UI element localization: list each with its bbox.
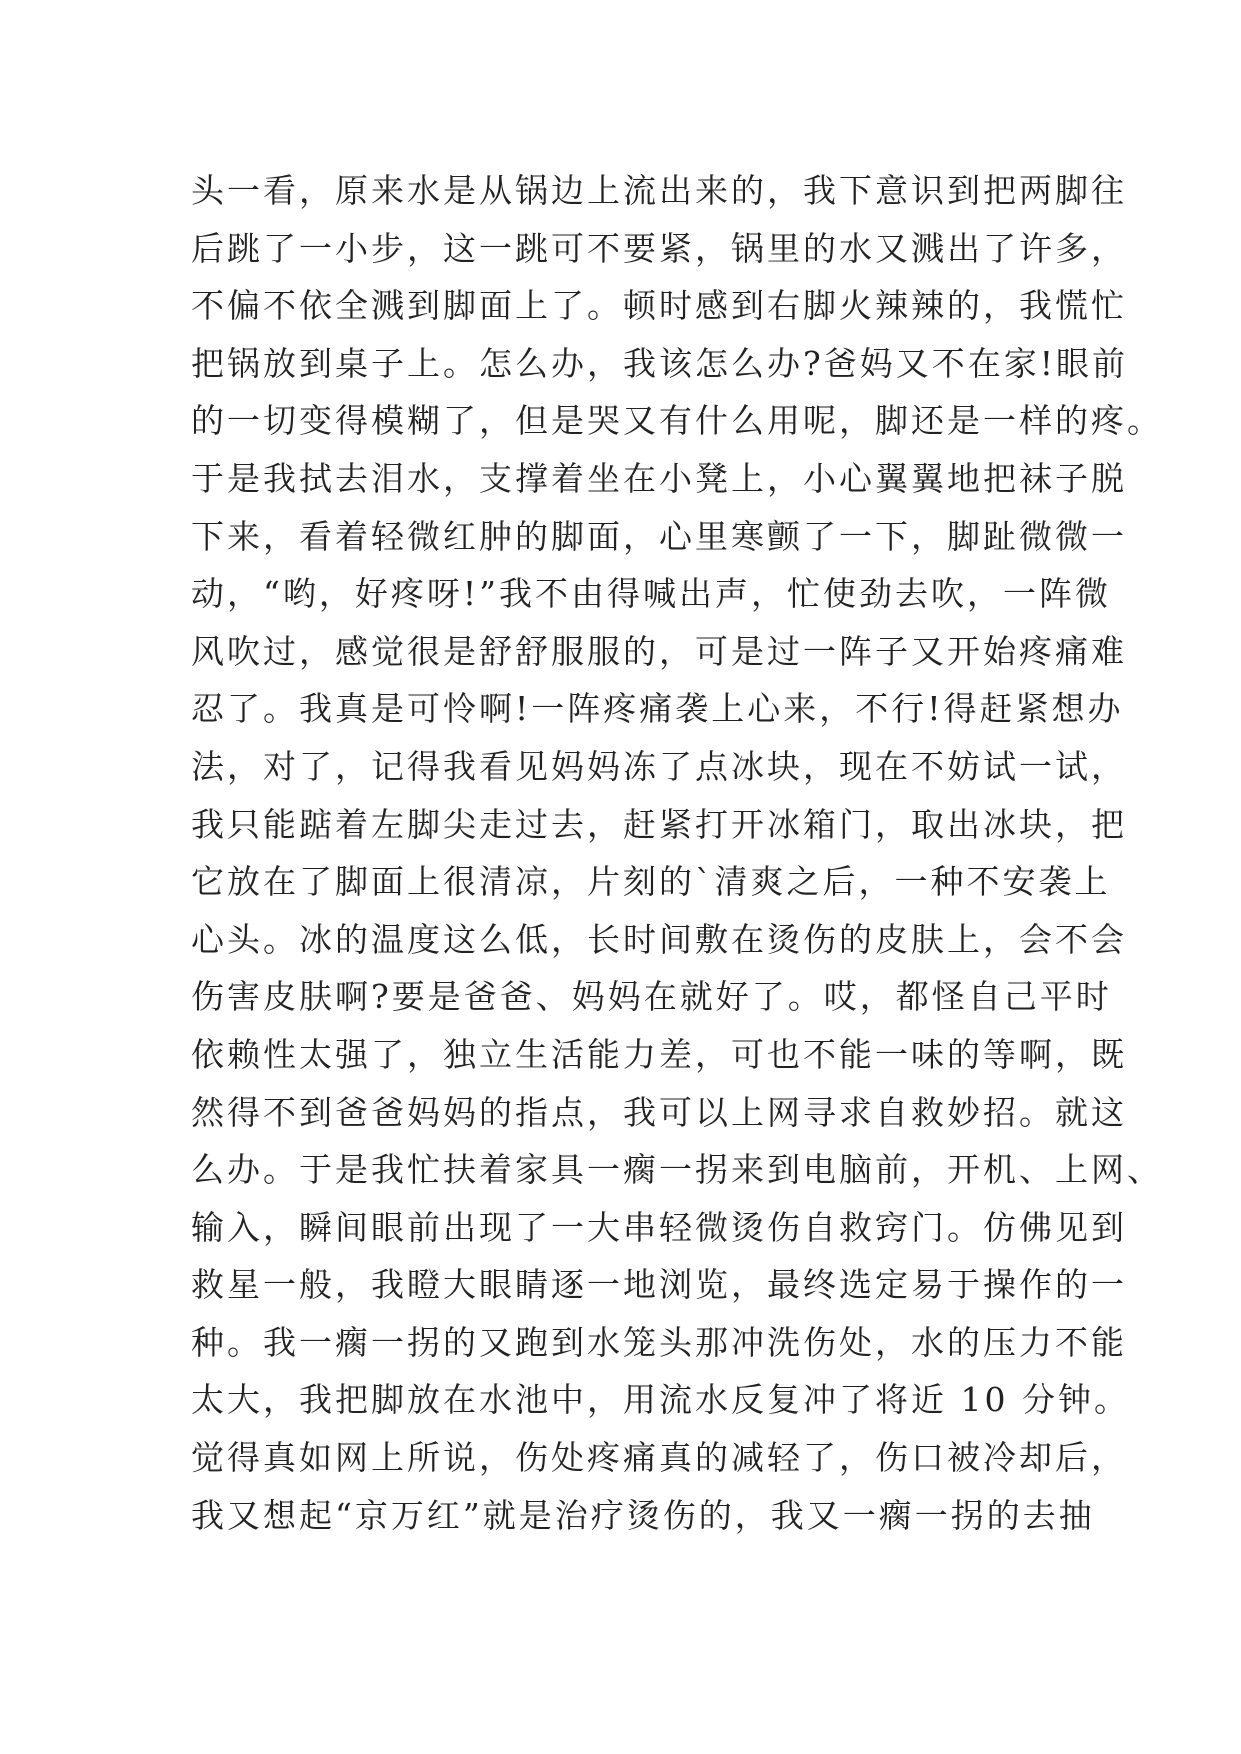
text-line: 法，对了，记得我看见妈妈冻了点冰块，现在不妨试一试， bbox=[191, 746, 1127, 786]
text-line: 的一切变得模糊了，但是哭又有什么用呢，脚还是一样的疼。 bbox=[191, 401, 1163, 441]
text-line: 种。我一瘸一拐的又跑到水笼头那冲洗伤处，水的压力不能 bbox=[191, 1322, 1127, 1362]
text-line: 伤害皮肤啊?要是爸爸、妈妈在就好了。哎，都怪自己平时 bbox=[191, 977, 1112, 1017]
text-line: 风吹过，感觉很是舒舒服服的，可是过一阵子又开始疼痛难 bbox=[191, 631, 1127, 671]
text-line: 我又想起“京万红”就是治疗烫伤的，我又一瘸一拐的去抽 bbox=[191, 1495, 1095, 1535]
text-line: 么办。于是我忙扶着家具一瘸一拐来到电脑前，开机、上网、 bbox=[191, 1150, 1163, 1190]
text-line: 它放在了脚面上很清凉，片刻的`清爽之后，一种不安袭上 bbox=[191, 862, 1111, 902]
text-line: 觉得真如网上所说，伤处疼痛真的减轻了，伤口被冷却后， bbox=[191, 1438, 1127, 1478]
text-line: 输入，瞬间眼前出现了一大串轻微烫伤自救窍门。仿佛见到 bbox=[191, 1207, 1127, 1247]
text-line: 下来，看着轻微红肿的脚面，心里寒颤了一下，脚趾微微一 bbox=[191, 516, 1127, 556]
text-line: 动，“哟，好疼呀!”我不由得喊出声，忙使劲去吹，一阵微 bbox=[191, 574, 1112, 614]
text-line: 忍了。我真是可怜啊!一阵疼痛袭上心来，不行!得赶紧想办 bbox=[191, 689, 1124, 729]
text-line: 然得不到爸爸妈妈的指点，我可以上网寻求自救妙招。就这 bbox=[191, 1092, 1127, 1132]
text-line: 心头。冰的温度这么低，长时间敷在烫伤的皮肤上，会不会 bbox=[191, 919, 1127, 959]
text-line: 不偏不依全溅到脚面上了。顿时感到右脚火辣辣的，我慌忙 bbox=[191, 286, 1127, 326]
text-line: 救星一般，我瞪大眼睛逐一地浏览，最终选定易于操作的一 bbox=[191, 1265, 1127, 1305]
text-line: 于是我拭去泪水，支撑着坐在小凳上，小心翼翼地把袜子脱 bbox=[191, 458, 1127, 498]
text-line: 我只能踮着左脚尖走过去，赶紧打开冰箱门，取出冰块，把 bbox=[191, 804, 1127, 844]
text-line: 后跳了一小步，这一跳可不要紧，锅里的水又溅出了许多， bbox=[191, 228, 1127, 268]
text-line: 把锅放到桌子上。怎么办，我该怎么办?爸妈又不在家!眼前 bbox=[191, 343, 1128, 383]
text-line: 依赖性太强了，独立生活能力差，可也不能一味的等啊，既 bbox=[191, 1034, 1127, 1074]
text-line: 太大，我把脚放在水池中，用流水反复冲了将近 10 分钟。 bbox=[191, 1380, 1130, 1420]
text-line: 头一看，原来水是从锅边上流出来的，我下意识到把两脚往 bbox=[191, 171, 1127, 210]
body-text bbox=[191, 162, 1163, 1544]
